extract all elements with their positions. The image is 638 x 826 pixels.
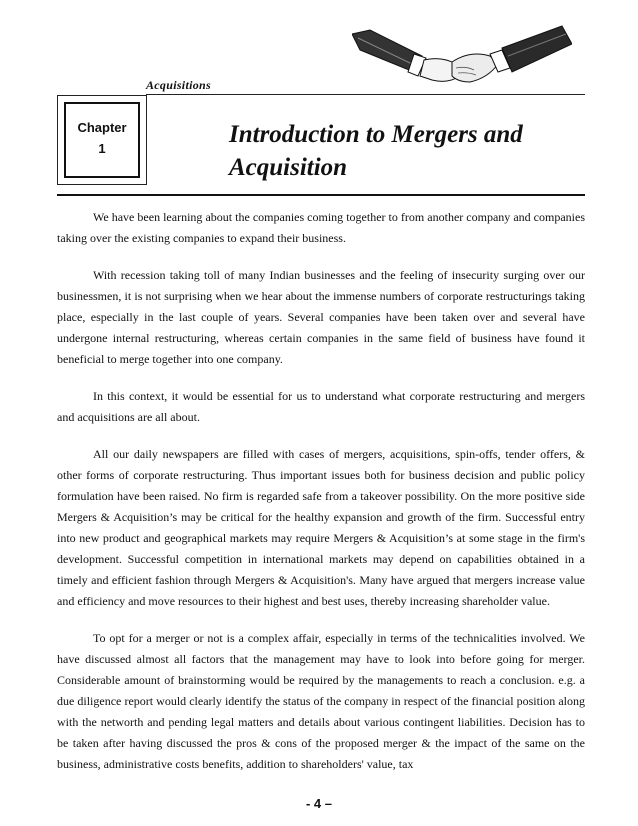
header-rule	[146, 94, 585, 95]
title-line-2: Acquisition	[229, 154, 348, 181]
paragraph-4: All our daily newspapers are filled with cases of mergers, acquisitions, spin-offs, tender offers, & other forms of corporate restructuring. Thus important issues both for business decision and public policy formulation have been raised. No firm is regarded safe from a takeover possibility. On the more positive side Mergers & Acquisition’s may be critical for the healthy expansion and growth of the firm. Successful entry into new product and geographical markets may require Mergers & Acquisition’s at some stage in the firm's development. Successful competition in international markets may depend on capabilities obtained in a timely and efficient fashion through Mergers & Acquisition's. Many have argued that mergers increase value and efficiency and move resources to their highest and best uses, thereby increasing shareholder value.	[57, 447, 585, 608]
right-arm	[502, 26, 572, 72]
chapter-label: Chapter	[77, 120, 127, 135]
right-hand	[452, 54, 498, 82]
section-header-label: Acquisitions	[146, 78, 211, 92]
paragraph-1: We have been learning about the companies coming together to from another company and companies taking over the existing companies to expand their business.	[57, 210, 585, 245]
paragraph-2: With recession taking toll of many Indian businesses and the feeling of insecurity surging over our businessmen, it is not surprising when we hear about the immense numbers of corporate restructurings taking place, especially in the last couple of years. Several companies have been taken over and several have undergone internal restructuring, whereas certain companies in the same field of business have found it beneficial to merge together into one company.	[57, 268, 585, 366]
page-title	[229, 118, 589, 184]
page-number: - 4 –	[305, 796, 332, 811]
body-text	[57, 207, 585, 791]
paragraph-3: In this context, it would be essential for us to understand what corporate restructuring and mergers and acquisitions are all about.	[57, 389, 585, 424]
paragraph-5: To opt for a merger or not is a complex affair, especially in terms of the technicalities involved. We have discussed almost all factors that the management may have to look into before going for merger. Considerable amount of brainstorming would be required by the managements to reach a conclusion. e.g. a due diligence report would clearly identify the status of the company in respect of the financial position along with the networth and pending legal matters and details about various contingent liabilities. Decision has to be taken after having discussed the pros & cons of the proposed merger & the impact of the same on the business, administrative costs benefits, addition to shareholders' value, tax	[57, 631, 585, 771]
chapter-number: 1	[98, 141, 106, 156]
handshake-illustration	[352, 20, 572, 100]
title-rule	[57, 194, 585, 196]
chapter-box	[57, 95, 147, 185]
title-line-1: Introduction to Mergers and	[229, 121, 523, 148]
chapter-inner-frame	[64, 102, 140, 178]
